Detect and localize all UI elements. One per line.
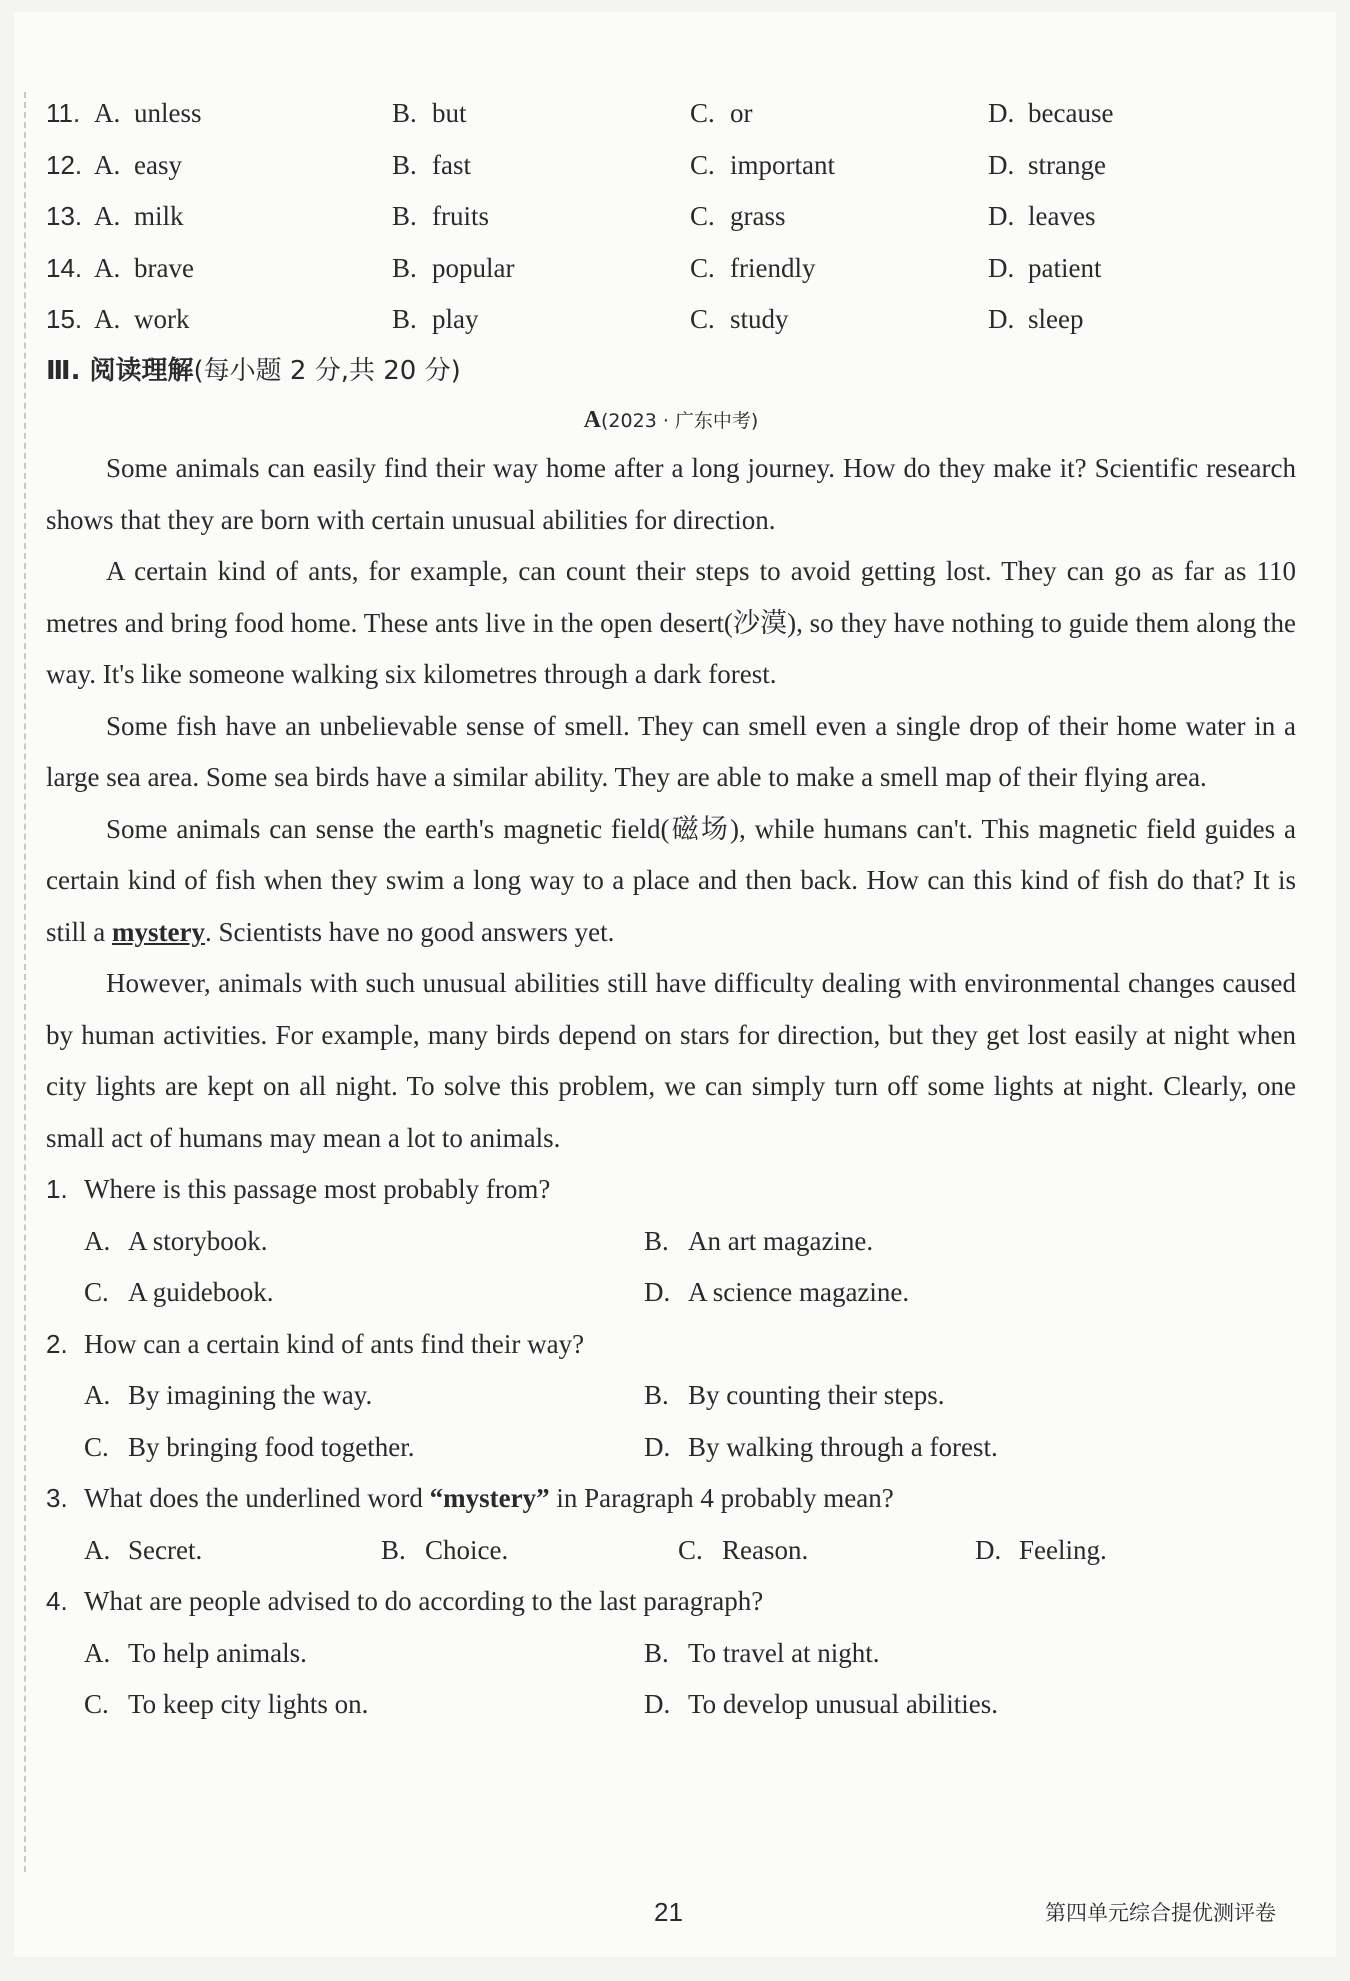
choice-c[interactable]: C. To keep city lights on. xyxy=(84,1689,369,1719)
option-c: C. friendly xyxy=(690,252,816,283)
footer-title: 第四单元综合提优测评卷 xyxy=(1045,1901,1276,1925)
choice-b[interactable]: B. By counting their steps. xyxy=(644,1380,945,1410)
passage-label: A xyxy=(583,407,602,433)
worksheet-page xyxy=(14,12,1336,1957)
choice-c[interactable]: C. A guidebook. xyxy=(84,1277,274,1307)
content-area xyxy=(46,88,1296,1731)
choice-a[interactable]: A. A storybook. xyxy=(84,1225,268,1256)
choice-d[interactable]: D. By walking through a forest. xyxy=(644,1431,998,1462)
option-row-11 xyxy=(46,88,1296,140)
question-1 xyxy=(46,1164,1296,1319)
question-number: 3. xyxy=(46,1483,68,1513)
option-d: D. sleep xyxy=(988,304,1084,334)
choice-d[interactable]: D. A science magazine. xyxy=(644,1277,910,1307)
choice-c[interactable]: C. By bringing food together. xyxy=(84,1431,415,1462)
question-number: 11. xyxy=(46,98,81,128)
option-row-12 xyxy=(46,140,1296,192)
option-a: A. work xyxy=(94,304,190,334)
option-b: B. fast xyxy=(392,149,471,180)
question-text: What does the underlined word “mystery” in Paragraph 4 probably mean? xyxy=(84,1483,894,1513)
choice-c[interactable]: C. Reason. xyxy=(678,1534,809,1565)
option-a: A. unless xyxy=(94,98,202,128)
choice-d[interactable]: D. To develop unusual abilities. xyxy=(644,1689,999,1719)
option-c: C. grass xyxy=(690,201,786,231)
passage-source: (2023 · 广东中考) xyxy=(601,410,759,432)
option-b: B. play xyxy=(392,304,479,334)
option-row-14 xyxy=(46,243,1296,295)
choice-b[interactable]: B. An art magazine. xyxy=(644,1225,874,1256)
choice-b[interactable]: B. To travel at night. xyxy=(644,1637,880,1668)
section-title xyxy=(46,346,1296,398)
underlined-word: mystery xyxy=(112,916,205,947)
question-2 xyxy=(46,1319,1296,1474)
question-3 xyxy=(46,1473,1296,1576)
option-b: B. but xyxy=(392,98,467,128)
binding-margin-line xyxy=(24,92,26,1872)
question-text: Where is this passage most probably from? xyxy=(84,1174,551,1204)
passage-paragraph-1: Some animals can easily find their way home after a long journey. How do they make it? Scientific research shows that they are born with certain unusual abilities for direction. xyxy=(46,453,1296,535)
question-4 xyxy=(46,1576,1296,1731)
option-b: B. fruits xyxy=(392,201,489,231)
option-a: A. brave xyxy=(94,252,194,283)
option-c: C. or xyxy=(690,98,753,128)
question-number: 2. xyxy=(46,1328,68,1359)
passage-paragraph-3: Some fish have an unbelievable sense of smell. They can smell even a single drop of their home water in a large sea area. Some sea birds have a similar ability. They are able to make a smell map of their flying area. xyxy=(46,710,1296,792)
choice-b[interactable]: B. Choice. xyxy=(381,1534,509,1565)
passage-heading xyxy=(46,397,1296,443)
question-number: 15. xyxy=(46,304,83,334)
option-d: D. patient xyxy=(988,252,1102,283)
option-b: B. popular xyxy=(392,252,515,283)
choice-a[interactable]: A. By imagining the way. xyxy=(84,1380,373,1410)
option-d: D. strange xyxy=(988,149,1106,180)
section-heading: Ⅲ. 阅读理解 xyxy=(46,355,194,386)
question-text: What are people advised to do according to the last paragraph? xyxy=(84,1586,764,1616)
section-scoring: (每小题 2 分,共 20 分) xyxy=(193,355,461,386)
passage-paragraph-5: However, animals with such unusual abilities still have difficulty dealing with environmental changes caused by human activities. For example, many birds depend on stars for direction, but they get lost easily at night when city lights are kept on all night. To solve this problem, we can simply turn off some lights at night. Clearly, one small act of humans may mean a lot to animals. xyxy=(46,968,1296,1153)
question-text: How can a certain kind of ants find their way? xyxy=(84,1328,585,1359)
option-a: A. easy xyxy=(94,149,182,180)
page-number: 21 xyxy=(654,1897,683,1927)
option-d: D. leaves xyxy=(988,201,1096,231)
option-row-15 xyxy=(46,294,1296,346)
choice-d[interactable]: D. Feeling. xyxy=(975,1534,1107,1565)
choice-a[interactable]: A. Secret. xyxy=(84,1534,203,1565)
option-row-13 xyxy=(46,191,1296,243)
question-number: 4. xyxy=(46,1586,68,1616)
choice-a[interactable]: A. To help animals. xyxy=(84,1637,307,1668)
option-d: D. because xyxy=(988,98,1114,128)
question-number: 1. xyxy=(46,1174,68,1204)
question-number: 12. xyxy=(46,149,83,180)
option-a: A. milk xyxy=(94,201,184,231)
option-c: C. important xyxy=(690,149,835,180)
passage-paragraph-4: Some animals can sense the earth's magnetic field(磁场), while humans can't. This magnetic field guides a certain kind of fish when they swim a long way to a place and then back. How can this kind of fish do that? It is still a mystery. Scientists have no good answers yet. xyxy=(46,813,1296,947)
passage-paragraph-2: A certain kind of ants, for example, can count their steps to avoid getting lost. They can go as far as 110 metres and bring food home. These ants live in the open desert(沙漠), so they have nothing to guide them along the way. It's like someone walking six kilometres through a dark forest. xyxy=(46,556,1296,689)
question-number: 14. xyxy=(46,252,83,283)
option-c: C. study xyxy=(690,304,789,334)
vocab-options-block xyxy=(46,88,1296,346)
question-number: 13. xyxy=(46,201,83,231)
